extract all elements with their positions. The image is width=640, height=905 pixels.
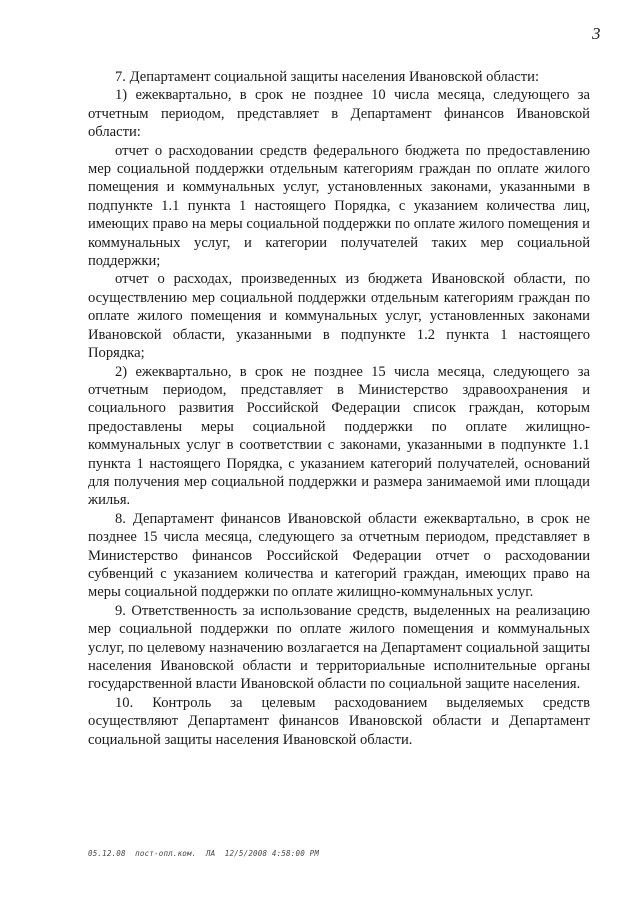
document-body [88, 68, 590, 749]
paragraph-7-2: 2) ежеквартально, в срок не позднее 15 числа месяца, следующего за отчетным периодом, представляет в Министерство здравоохранения и социального развития Российской Федерации список граждан, которым предоставлены меры социальной поддержки по оплате жилищно-коммунальных услуг в соответствии с законами, указанными в подпункте 1.1 пункта 1 настоящего Порядка, с указанием категорий получателей, оснований для получения мер социальной поддержки и размера занимаемой ими площади жилья. [88, 363, 590, 509]
document-footer: 05.12.08 пост-опл.ком. ЛА 12/5/2008 4:58:00 PM [88, 849, 320, 858]
paragraph-report-regional: отчет о расходах, произведенных из бюджета Ивановской области, по осуществлению мер социальной поддержки отдельным категориям граждан по оплате жилого помещения и коммунальных услуг, установленных законами Ивановской области, указанными в подпункте 1.2 пункта 1 настоящего Порядка; [88, 271, 590, 362]
paragraph-10: 10. Контроль за целевым расходованием выделяемых средств осуществляют Департамент финансов Ивановской области и Департамент социальной защиты населения Ивановской области. [88, 694, 590, 748]
page-number: 3 [592, 24, 601, 43]
paragraph-report-federal: отчет о расходовании средств федерального бюджета по предоставлению мер социальной поддержки отдельным категориям граждан по оплате жилого помещения и коммунальных услуг, установленных законами, указанными в подпункте 1.1 пункта 1 настоящего Порядка, с указанием количества лиц, имеющих право на меры социальной поддержки по оплате жилого помещения и коммунальных услуг, и категории получателей таких мер социальной поддержки; [88, 142, 590, 270]
paragraph-8: 8. Департамент финансов Ивановской области ежеквартально, в срок не позднее 15 числа месяца, следующего за отчетным периодом, представляет в Министерство финансов Российской Федерации отчет о расходовании субвенций с указанием количества и категорий граждан, имеющих право на меры социальной поддержки по оплате жилищно-коммунальных услуг. [88, 510, 590, 601]
paragraph-7: 7. Департамент социальной защиты населения Ивановской области: [115, 69, 540, 85]
paragraph-7-1: 1) ежеквартально, в срок не позднее 10 числа месяца, следующего за отчетным периодом, представляет в Департамент финансов Ивановской области: [88, 87, 590, 141]
paragraph-9: 9. Ответственность за использование средств, выделенных на реализацию мер социальной поддержки по оплате жилого помещения и коммунальных услуг, по целевому назначению возлагается на Департамент социальной защиты населения Ивановской области и территориальные исполнительные органы государственной власти Ивановской области по социальной защите населения. [88, 602, 590, 693]
